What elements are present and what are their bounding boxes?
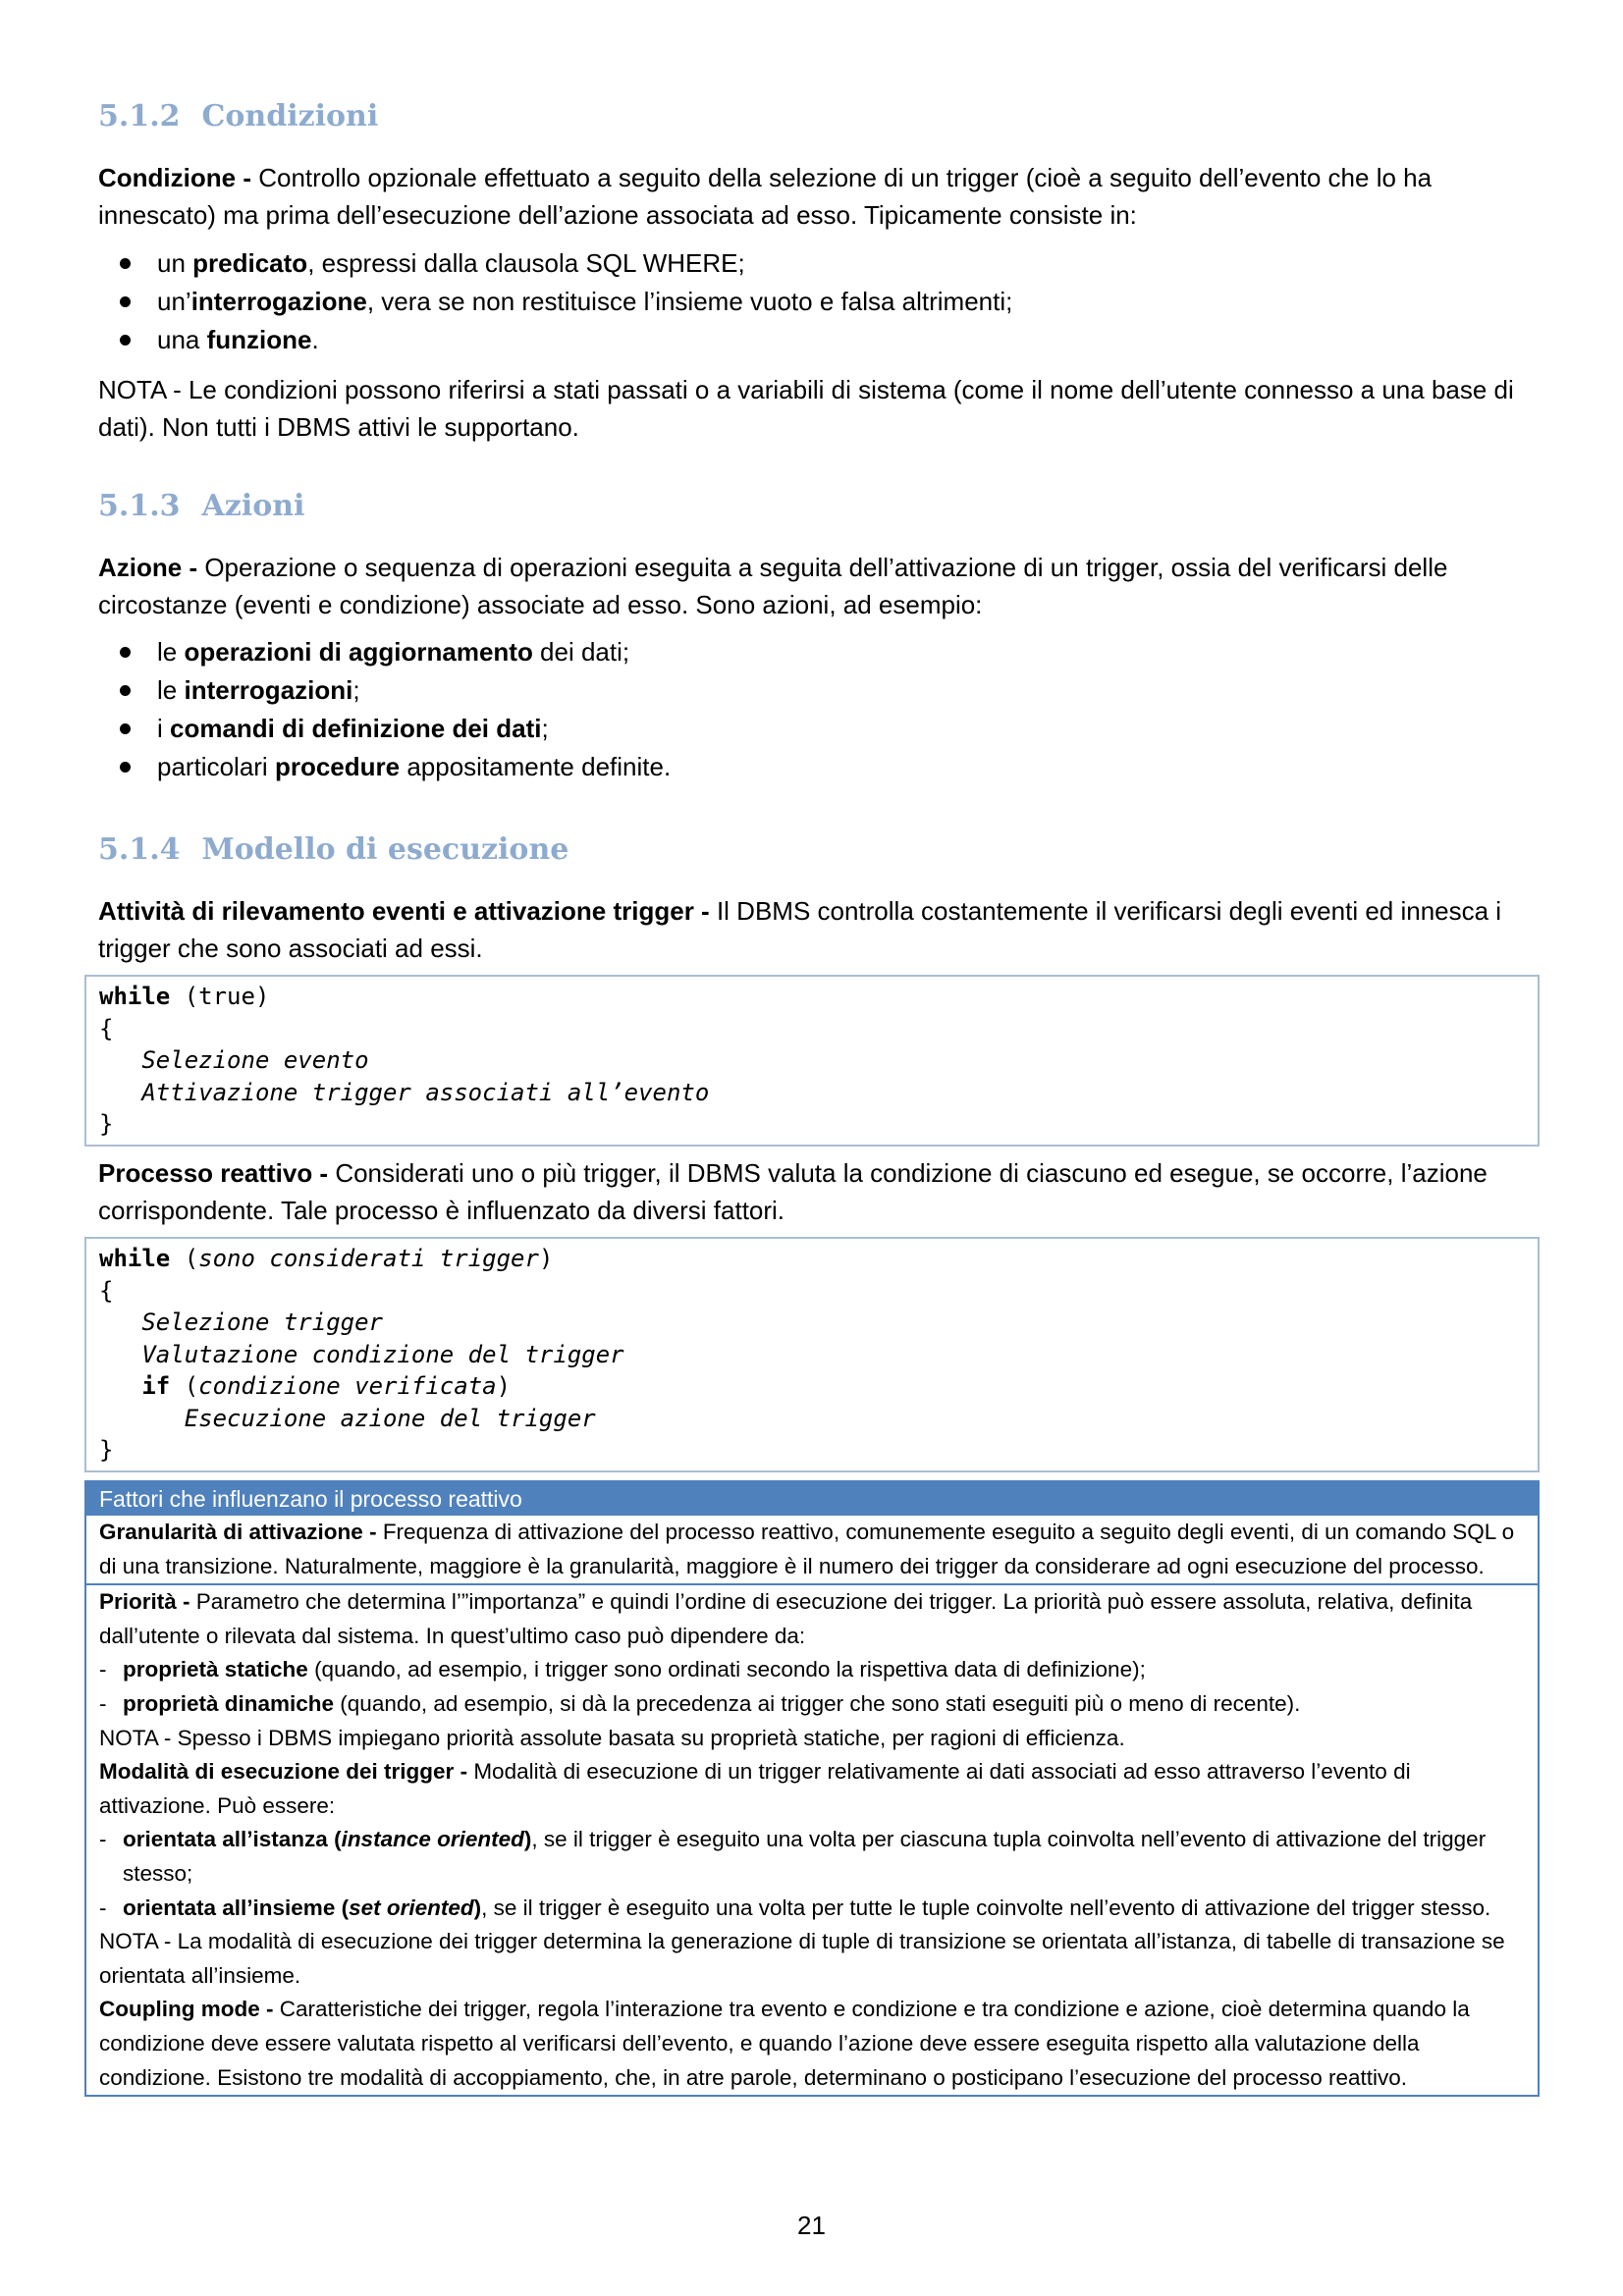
table-row-granularita: Granularità di attivazione - Frequenza di attivazione del processo reattivo, comunemente eseguito a seguito degli eventi, di un comando SQL o di una transizione. Naturalmente, maggiore è la granularità, maggiore è il numero dei trigger da considerare ad ogni esecuzione del processo. xyxy=(99,1520,1515,1578)
list-item: particolari procedure appositamente definite. xyxy=(98,748,1542,786)
azione-list xyxy=(98,633,1542,786)
priorita-definition: Priorità - Parametro che determina l’”importanza” e quindi l’ordine di esecuzione dei trigger. La priorità può essere assoluta, relativa, definita dall’utente o rilevata dal sistema. In quest’ultimo caso può dipendere da: xyxy=(99,1589,1473,1648)
code-line: } xyxy=(99,1436,114,1464)
list-item: - orientata all’insieme (set oriented), se il trigger è eseguito una volta per tutte le tuple coinvolte nell’evento di attivazione del trigger stesso. xyxy=(99,1895,1491,1920)
list-item: un’interrogazione, vera se non restituisce l’insieme vuoto e falsa altrimenti; xyxy=(98,283,1542,321)
list-item: - proprietà dinamiche (quando, ad esempio, si dà la precedenza ai trigger che sono stati eseguiti più o meno di recente). xyxy=(99,1690,1301,1716)
coupling-mode-definition: Coupling mode - Caratteristiche dei trigger, regola l’interazione tra evento e condizione e tra condizione e azione, cioè determina quando la condizione deve essere valutata rispetto al verificarsi dell’evento, e quando l’azione deve essere eseguita rispetto alla valutazione della condizione. Esistono tre modalità di accoppiamento, che, in atre parole, determinano o posticipano l’esecuzione del processo reattivo. xyxy=(99,1997,1470,2090)
code-line: while (true) xyxy=(99,983,270,1010)
fattori-table xyxy=(84,1480,1540,2097)
condizione-definition: Condizione - Controllo opzionale effettuato a seguito della selezione di un trigger (cioè a seguito dell’evento che lo ha innescato) ma prima dell’esecuzione dell’azione associata ad esso. Tipicamente consiste in: xyxy=(98,163,1433,230)
list-item: - proprietà statiche (quando, ad esempio, i trigger sono ordinati secondo la rispettiva data di definizione); xyxy=(99,1657,1146,1682)
table-row-priorita xyxy=(86,1583,1538,2095)
code-line: Esecuzione azione del trigger xyxy=(99,1404,596,1432)
code-block-reactive-process xyxy=(84,1237,1540,1472)
list-item: i comandi di definizione dei dati; xyxy=(98,710,1542,748)
section-heading-modello-esecuzione: 5.1.4 Modello di esecuzione xyxy=(98,832,569,867)
modalita-note: NOTA - La modalità di esecuzione dei trigger determina la generazione di tuple di transizione se orientata all’istanza, di tabelle di transazione se orientata all’insieme. xyxy=(99,1929,1505,1988)
code-line: Selezione trigger xyxy=(99,1308,383,1336)
code-line: { xyxy=(99,1276,114,1305)
code-line: { xyxy=(99,1014,114,1042)
list-item: - orientata all’istanza (instance oriented), se il trigger è eseguito una volta per ciascuna tupla coinvolta nell’evento di attivazione del trigger stesso; xyxy=(99,1827,1487,1886)
page-number: 21 xyxy=(797,2211,826,2240)
code-line: } xyxy=(99,1110,114,1138)
section-heading-condizioni: 5.1.2 Condizioni xyxy=(98,99,379,133)
table-header: Fattori che influenzano il processo reattivo xyxy=(86,1482,1538,1516)
list-item: una funzione. xyxy=(98,321,1542,359)
modalita-definition: Modalità di esecuzione dei trigger - Modalità di esecuzione di un trigger relativamente ai dati associati ad esso attraverso l’evento di attivazione. Può essere: xyxy=(99,1759,1411,1818)
rilevamento-eventi-paragraph: Attività di rilevamento eventi e attivazione trigger - Il DBMS controlla costantemente il verificarsi degli eventi ed innesca i trigger che sono associati ad essi. xyxy=(98,896,1502,963)
code-line: while (sono considerati trigger) xyxy=(99,1245,554,1272)
code-line: if (condizione verificata) xyxy=(141,1372,512,1400)
list-item: le interrogazioni; xyxy=(98,671,1542,710)
section-heading-azioni: 5.1.3 Azioni xyxy=(98,489,305,523)
code-line: Attivazione trigger associati all’evento xyxy=(99,1078,710,1106)
code-line: Selezione evento xyxy=(99,1046,369,1074)
processo-reattivo-paragraph: Processo reattivo - Considerati uno o più trigger, il DBMS valuta la condizione di ciascuno ed esegue, se occorre, l’azione corrispondente. Tale processo è influenzato da diversi fattori. xyxy=(98,1158,1488,1225)
code-line: Valutazione condizione del trigger xyxy=(99,1340,624,1368)
list-item: le operazioni di aggiornamento dei dati; xyxy=(98,633,1542,671)
code-block-event-loop xyxy=(84,975,1540,1147)
condizione-note: NOTA - Le condizioni possono riferirsi a stati passati o a variabili di sistema (come il nome dell’utente connesso a una base di dati). Non tutti i DBMS attivi le supportano. xyxy=(98,375,1514,442)
condizione-list xyxy=(98,244,1542,359)
azione-definition: Azione - Operazione o sequenza di operazioni eseguita a seguita dell’attivazione di un trigger, ossia del verificarsi delle circostanze (eventi e condizione) associate ad esso. Sono azioni, ad esempio: xyxy=(98,553,1448,619)
priorita-note: NOTA - Spesso i DBMS impiegano priorità assolute basata su proprietà statiche, per ragioni di efficienza. xyxy=(99,1725,1125,1750)
list-item: un predicato, espressi dalla clausola SQL WHERE; xyxy=(98,244,1542,283)
